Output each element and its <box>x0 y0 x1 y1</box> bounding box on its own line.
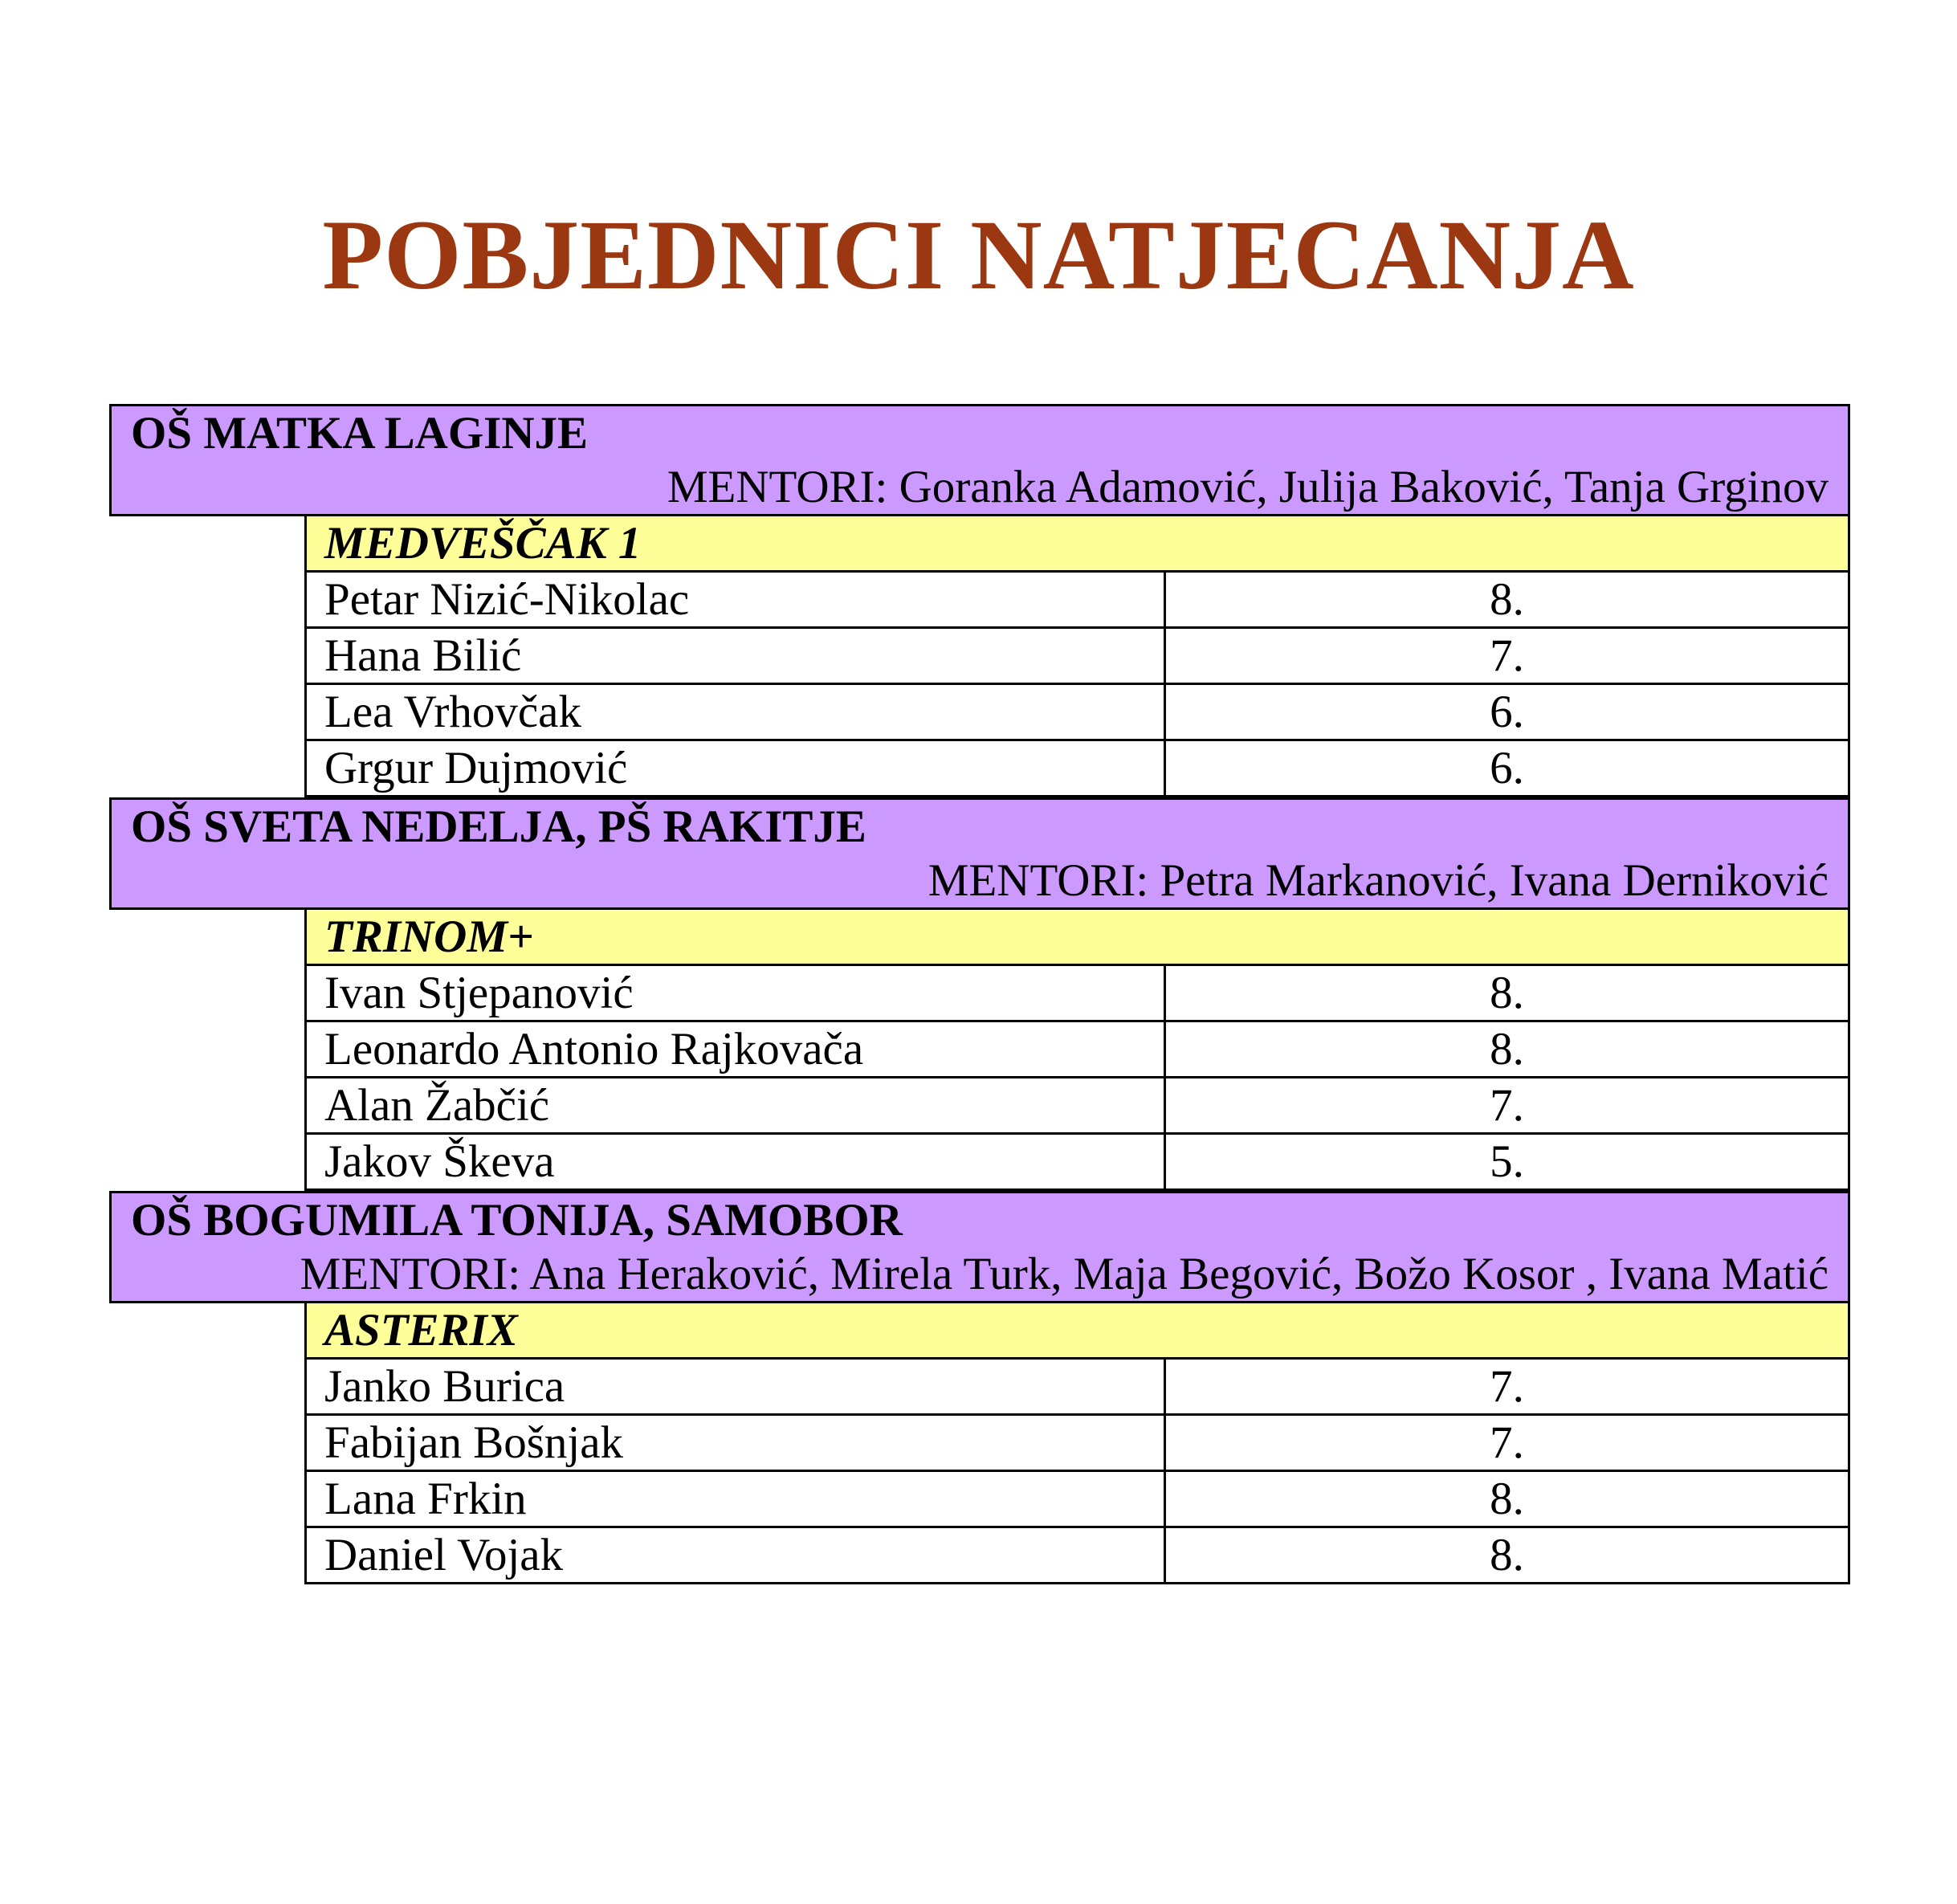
student-grade: 7. <box>1490 630 1524 681</box>
student-name: Lea Vrhovčak <box>307 685 1166 739</box>
student-name: Leonardo Antonio Rajkovača <box>307 1022 1166 1076</box>
student-row <box>304 685 1850 741</box>
student-name: Janko Burica <box>307 1360 1166 1413</box>
student-name: Jakov Škeva <box>307 1135 1166 1188</box>
page-title: POBJEDNICI NATJECANJA <box>322 200 1635 310</box>
student-row <box>304 1472 1850 1528</box>
student-name: Grgur Dujmović <box>307 741 1166 795</box>
mentors-row: MENTORI: Petra Markanović, Ivana Derniković <box>109 854 1850 910</box>
student-row <box>304 1528 1850 1584</box>
student-row <box>304 1416 1850 1472</box>
school-name-row: OŠ MATKA LAGINJE <box>109 404 1850 460</box>
student-grade: 8. <box>1490 968 1524 1018</box>
student-grade: 6. <box>1490 743 1524 793</box>
student-row <box>304 1135 1850 1191</box>
student-row <box>304 573 1850 629</box>
student-name: Lana Frkin <box>307 1472 1166 1526</box>
student-row <box>304 1022 1850 1078</box>
team-name-row: TRINOM+ <box>304 910 1850 966</box>
student-grade: 7. <box>1490 1080 1524 1131</box>
student-name: Hana Bilić <box>307 629 1166 683</box>
student-grade: 8. <box>1490 1024 1524 1074</box>
student-name: Alan Žabčić <box>307 1078 1166 1132</box>
student-name: Daniel Vojak <box>307 1528 1166 1582</box>
student-row <box>304 629 1850 685</box>
student-grade: 7. <box>1490 1417 1524 1468</box>
student-grade: 5. <box>1490 1136 1524 1187</box>
mentors-row: MENTORI: Goranka Adamović, Julija Baković, Tanja Grginov <box>109 460 1850 516</box>
student-grade: 8. <box>1490 1474 1524 1524</box>
student-row <box>304 1360 1850 1416</box>
school-name-row: OŠ SVETA NEDELJA, PŠ RAKITJE <box>109 797 1850 854</box>
school-name-row: OŠ BOGUMILA TONIJA, SAMOBOR <box>109 1191 1850 1247</box>
team-name-row: MEDVEŠČAK 1 <box>304 516 1850 573</box>
student-name: Petar Nizić-Nikolac <box>307 573 1166 626</box>
student-grade: 6. <box>1490 687 1524 737</box>
student-grade: 8. <box>1490 1530 1524 1580</box>
student-name: Fabijan Bošnjak <box>307 1416 1166 1470</box>
team-name-row: ASTERIX <box>304 1303 1850 1360</box>
student-row <box>304 966 1850 1022</box>
student-grade: 7. <box>1490 1361 1524 1412</box>
student-row <box>304 741 1850 797</box>
winners-table <box>109 404 1850 1584</box>
student-grade: 8. <box>1490 574 1524 625</box>
mentors-row: MENTORI: Ana Heraković, Mirela Turk, Maja Begović, Božo Kosor , Ivana Matić <box>109 1247 1850 1303</box>
student-row <box>304 1078 1850 1135</box>
student-name: Ivan Stjepanović <box>307 966 1166 1020</box>
